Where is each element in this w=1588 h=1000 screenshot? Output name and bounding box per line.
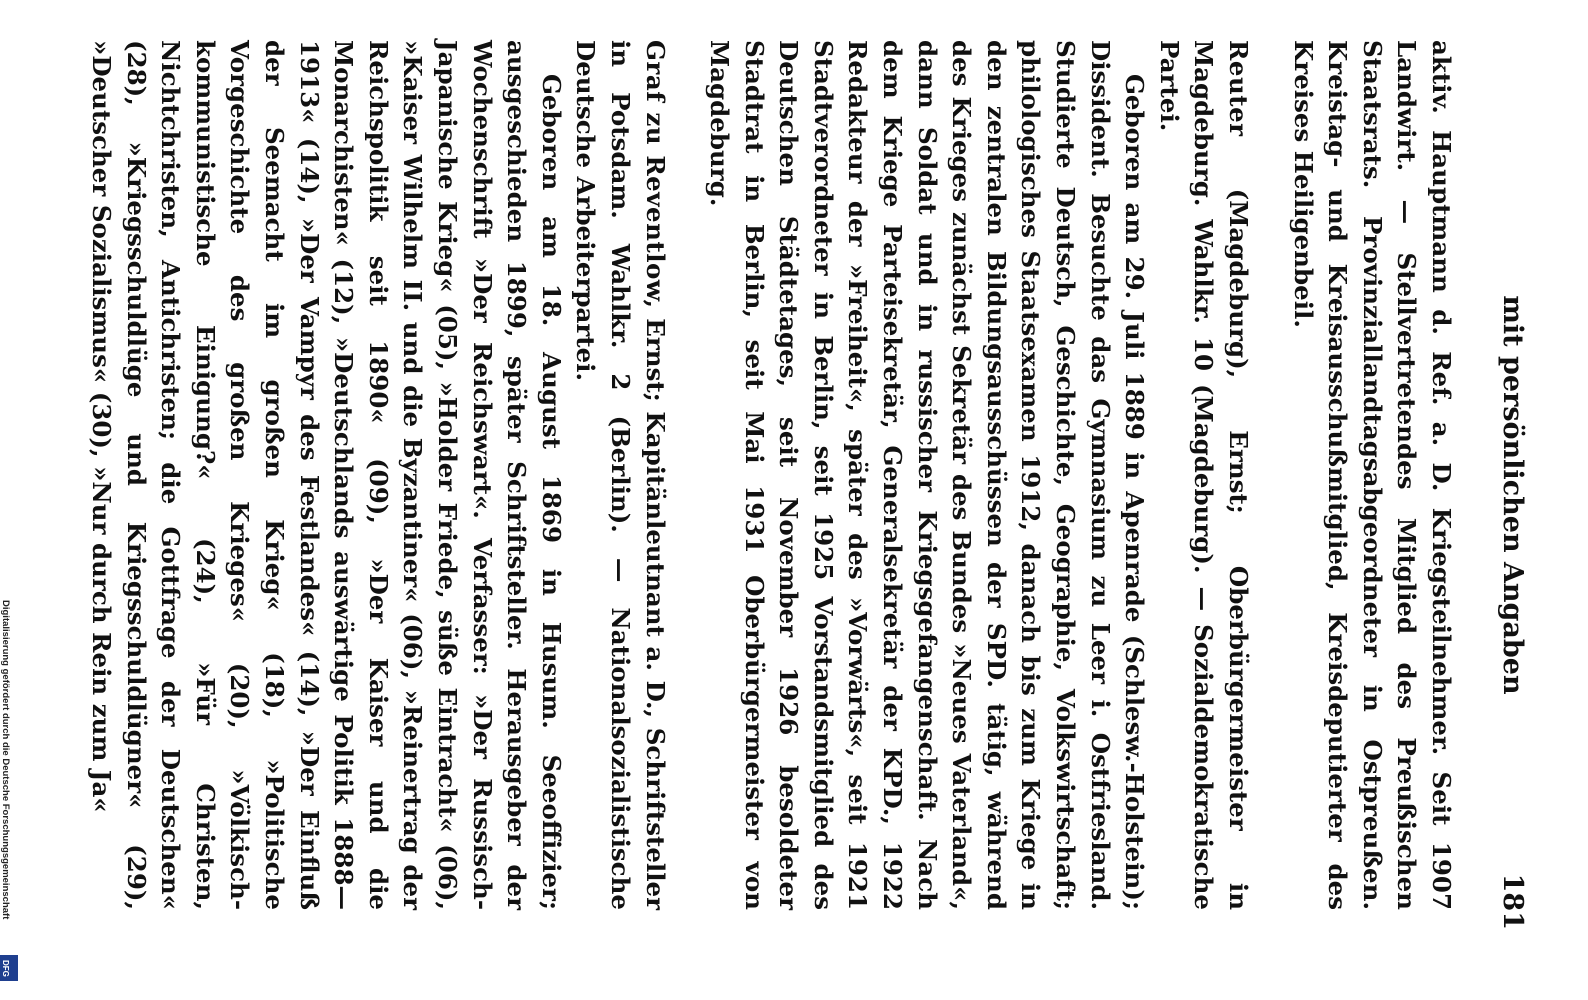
entry-bio-reuter: Geboren am 29. Juli 1889 in Apenrade (Schlesw.-Holstein); Dissident. Besuchte das Gymnasium zu Leer i. Ostfriesland. Studierte Deutsch, Geschichte, Geographie, Volkswirtschaft; philologisches Staatsexamen 1912, danach bis zum Kriege in den zentralen Bildungsausschüssen der SPD. tätig, während des Krieges zunächst Sekretär des Bundes »Neues Vaterland«, dann Soldat und in russischer Kriegsgefangenschaft. Nach dem Kriege Parteisekretär, Generalsekretär der KPD., 1922 Redakteur der »Freiheit«, später des »Vorwärts«, seit 1921 Stadtverordneter in Berlin, seit 1925 Vorstandsmitglied des Deutschen Städtetages, seit November 1926 besoldeter Stadtrat in Berlin, seit Mai 1931 Oberbürgermeister von Magdeburg. [705, 40, 1150, 910]
page-number: 181 [1497, 873, 1528, 930]
credit-text: Digitalisierung gefördert durch die Deutsche Forschungsgemeinschaft [0, 600, 11, 920]
entry-name: Graf zu Reventlow, [640, 40, 670, 309]
entry-header-reuter [1151, 40, 1255, 910]
entry-bio-reventlow: Geboren am 18. August 1869 in Husum. Seeoffizier; ausgeschieden 1899, später Schriftsteller. Herausgeber der Wochenschrift »Der Reichswart«. Verfasser: »Der Russisch-Japanische Krieg« (05), »Holder Friede, süße Eintracht« (06), »Kaiser Wilhelm II. und die Byzantiner« (06), »Reinertrag der Reichspolitik seit 1890« (09), »Der Kaiser und die Monarchisten« (12), »Deutschlands auswärtige Politik 1888—1913« (14), »Der Vampyr des Festlandes« (14), »Der Einfluß der Seemacht im großen Krieg« (18), »Politische Vorgeschichte des großen Krieges« (20), »Völkisch-kommunistische Einigung?« (24), »Für Christen, Nichtchristen, Antichristen; die Gottfrage der Deutschen« (28), »Kriegsschuldlüge und Kriegsschuldlügner« (29), »Deutscher Sozialismus« (30), »Nur durch Rein zum Ja« [87, 40, 566, 910]
dfg-logo-icon: DFG [0, 955, 18, 981]
digitization-credit [0, 600, 22, 1000]
running-head-title: mit persönlichen Angaben [1497, 295, 1528, 695]
body-text [83, 40, 1458, 910]
entry-details: (Magdeburg), Ernst; Oberbürgermeister in Magdeburg. Wahlkr. 10 (Magdeburg). — Sozialdemokratische Partei. [1154, 40, 1254, 911]
entry-header-reventlow [568, 40, 672, 910]
running-head [1488, 60, 1528, 930]
entry-details: Ernst; Kapitänleutnant a. D., Schriftsteller in Potsdam. Wahlkr. 2 (Berlin). — Nationalsozialistische Deutsche Arbeiterpartei. [571, 40, 670, 911]
entry-name: Reuter [1224, 40, 1254, 137]
entry-continuation: aktiv. Hauptmann d. Ref. a. D. Kriegsteilnehmer. Seit 1907 Landwirt. — Stellvertretendes Mitglied des Preußischen Staatsrats. Provinziallandtagsabgeordneter in Ostpreußen. Kreistag- und Kreisausschußmitglied, Kreisdeputierter des Kreises Heiligenbeil. [1288, 40, 1456, 910]
